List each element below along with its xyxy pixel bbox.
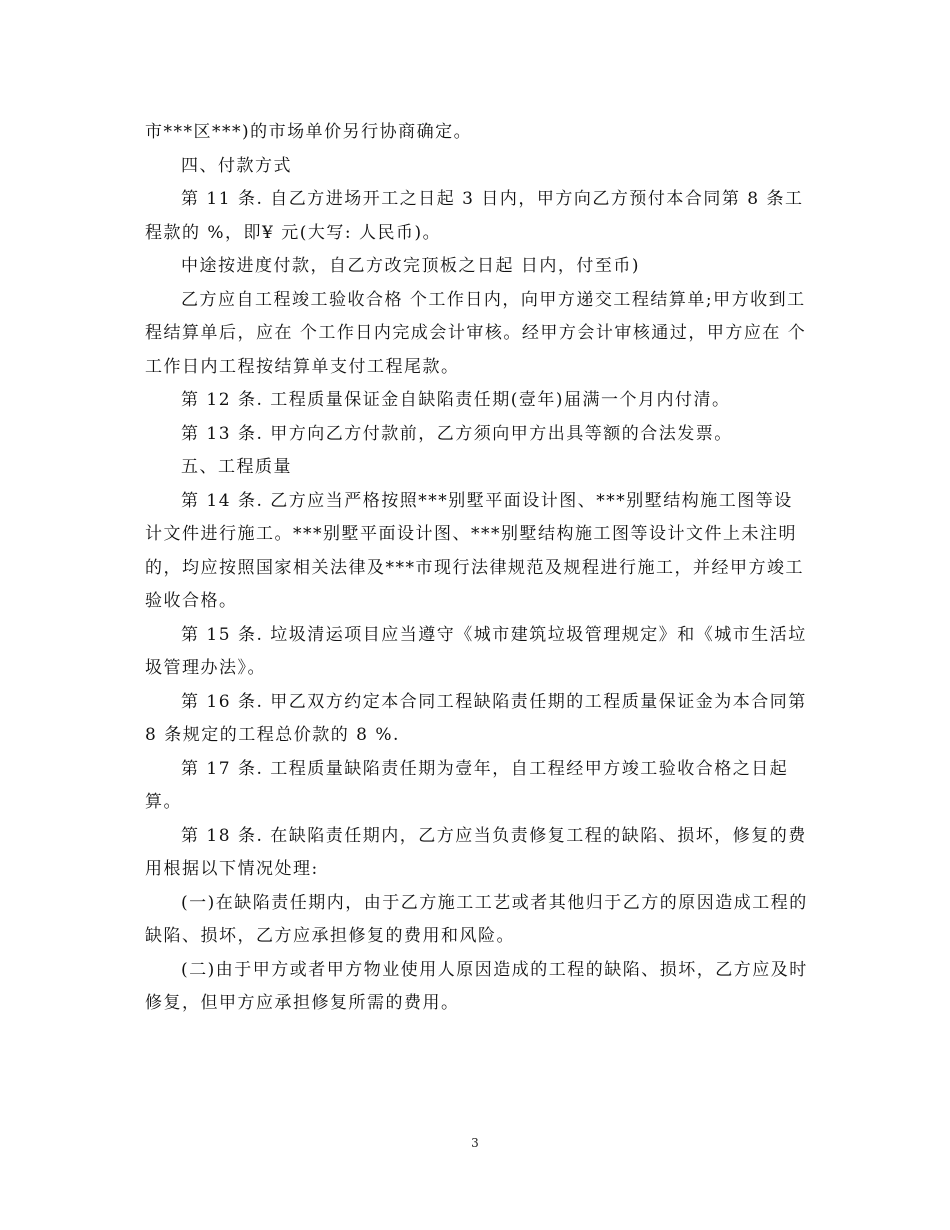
clause-two: (二)由于甲方或者甲方物业使用人原因造成的工程的缺陷、损坏，乙方应及时修复，但甲方应承担修复所需的费用。	[145, 959, 808, 1013]
article-17: 第 17 条. 工程质量缺陷责任期为壹年，自工程经甲方竣工验收合格之日起算。	[145, 758, 789, 812]
section-heading-quality: 五、工程质量	[181, 457, 292, 477]
article-13: 第 13 条. 甲方向乙方付款前，乙方须向甲方出具等额的合法发票。	[181, 423, 733, 444]
article-14: 第 14 条. 乙方应当严格按照***别墅平面设计图、***别墅结构施工图等设计文件进行施工。***别墅平面设计图、***别墅结构施工图等设计文件上未注明的，均应按照国家相关法律及***市现行法律规范及规程进行施工，并经甲方竣工验收合格。	[145, 490, 804, 611]
paragraph-continuation: 市***区***)的市场单价另行协商确定。	[145, 122, 473, 142]
clause-one: (一)在缺陷责任期内，由于乙方施工工艺或者其他归于乙方的原因造成工程的缺陷、损坏，乙方应承担修复的费用和风险。	[145, 892, 808, 946]
section-heading-payment: 四、付款方式	[181, 155, 292, 176]
paragraph-progress-payment: 中途按进度付款，自乙方改完顶板之日起 日内，付至币)	[181, 256, 641, 276]
paragraph-settlement: 乙方应自工程竣工验收合格 个工作日内，向甲方递交工程结算单;甲方收到工程结算单后，应在 个工作日内完成会计审核。经甲方会计审核通过，甲方应在 个工作日内工程按结算单支付工程尾款。	[145, 289, 807, 377]
page-number: 3	[471, 1136, 479, 1150]
article-12: 第 12 条. 工程质量保证金自缺陷责任期(壹年)届满一个月内付清。	[181, 390, 731, 410]
article-18: 第 18 条. 在缺陷责任期内，乙方应当负责修复工程的缺陷、损坏，修复的费用根据以下情况处理:	[145, 825, 807, 879]
article-15: 第 15 条. 垃圾清运项目应当遵守《城市建筑垃圾管理规定》和《城市生活垃圾管理办法》。	[145, 624, 807, 678]
article-16: 第 16 条. 甲乙双方约定本合同工程缺陷责任期的工程质量保证金为本合同第 8 条规定的工程总价款的 8 %.	[145, 691, 807, 745]
document-body	[145, 116, 810, 1021]
article-11: 第 11 条. 自乙方进场开工之日起 3 日内，甲方向乙方预付本合同第 8 条工程款的 %，即¥ 元(大写: 人民币)。	[145, 189, 804, 243]
